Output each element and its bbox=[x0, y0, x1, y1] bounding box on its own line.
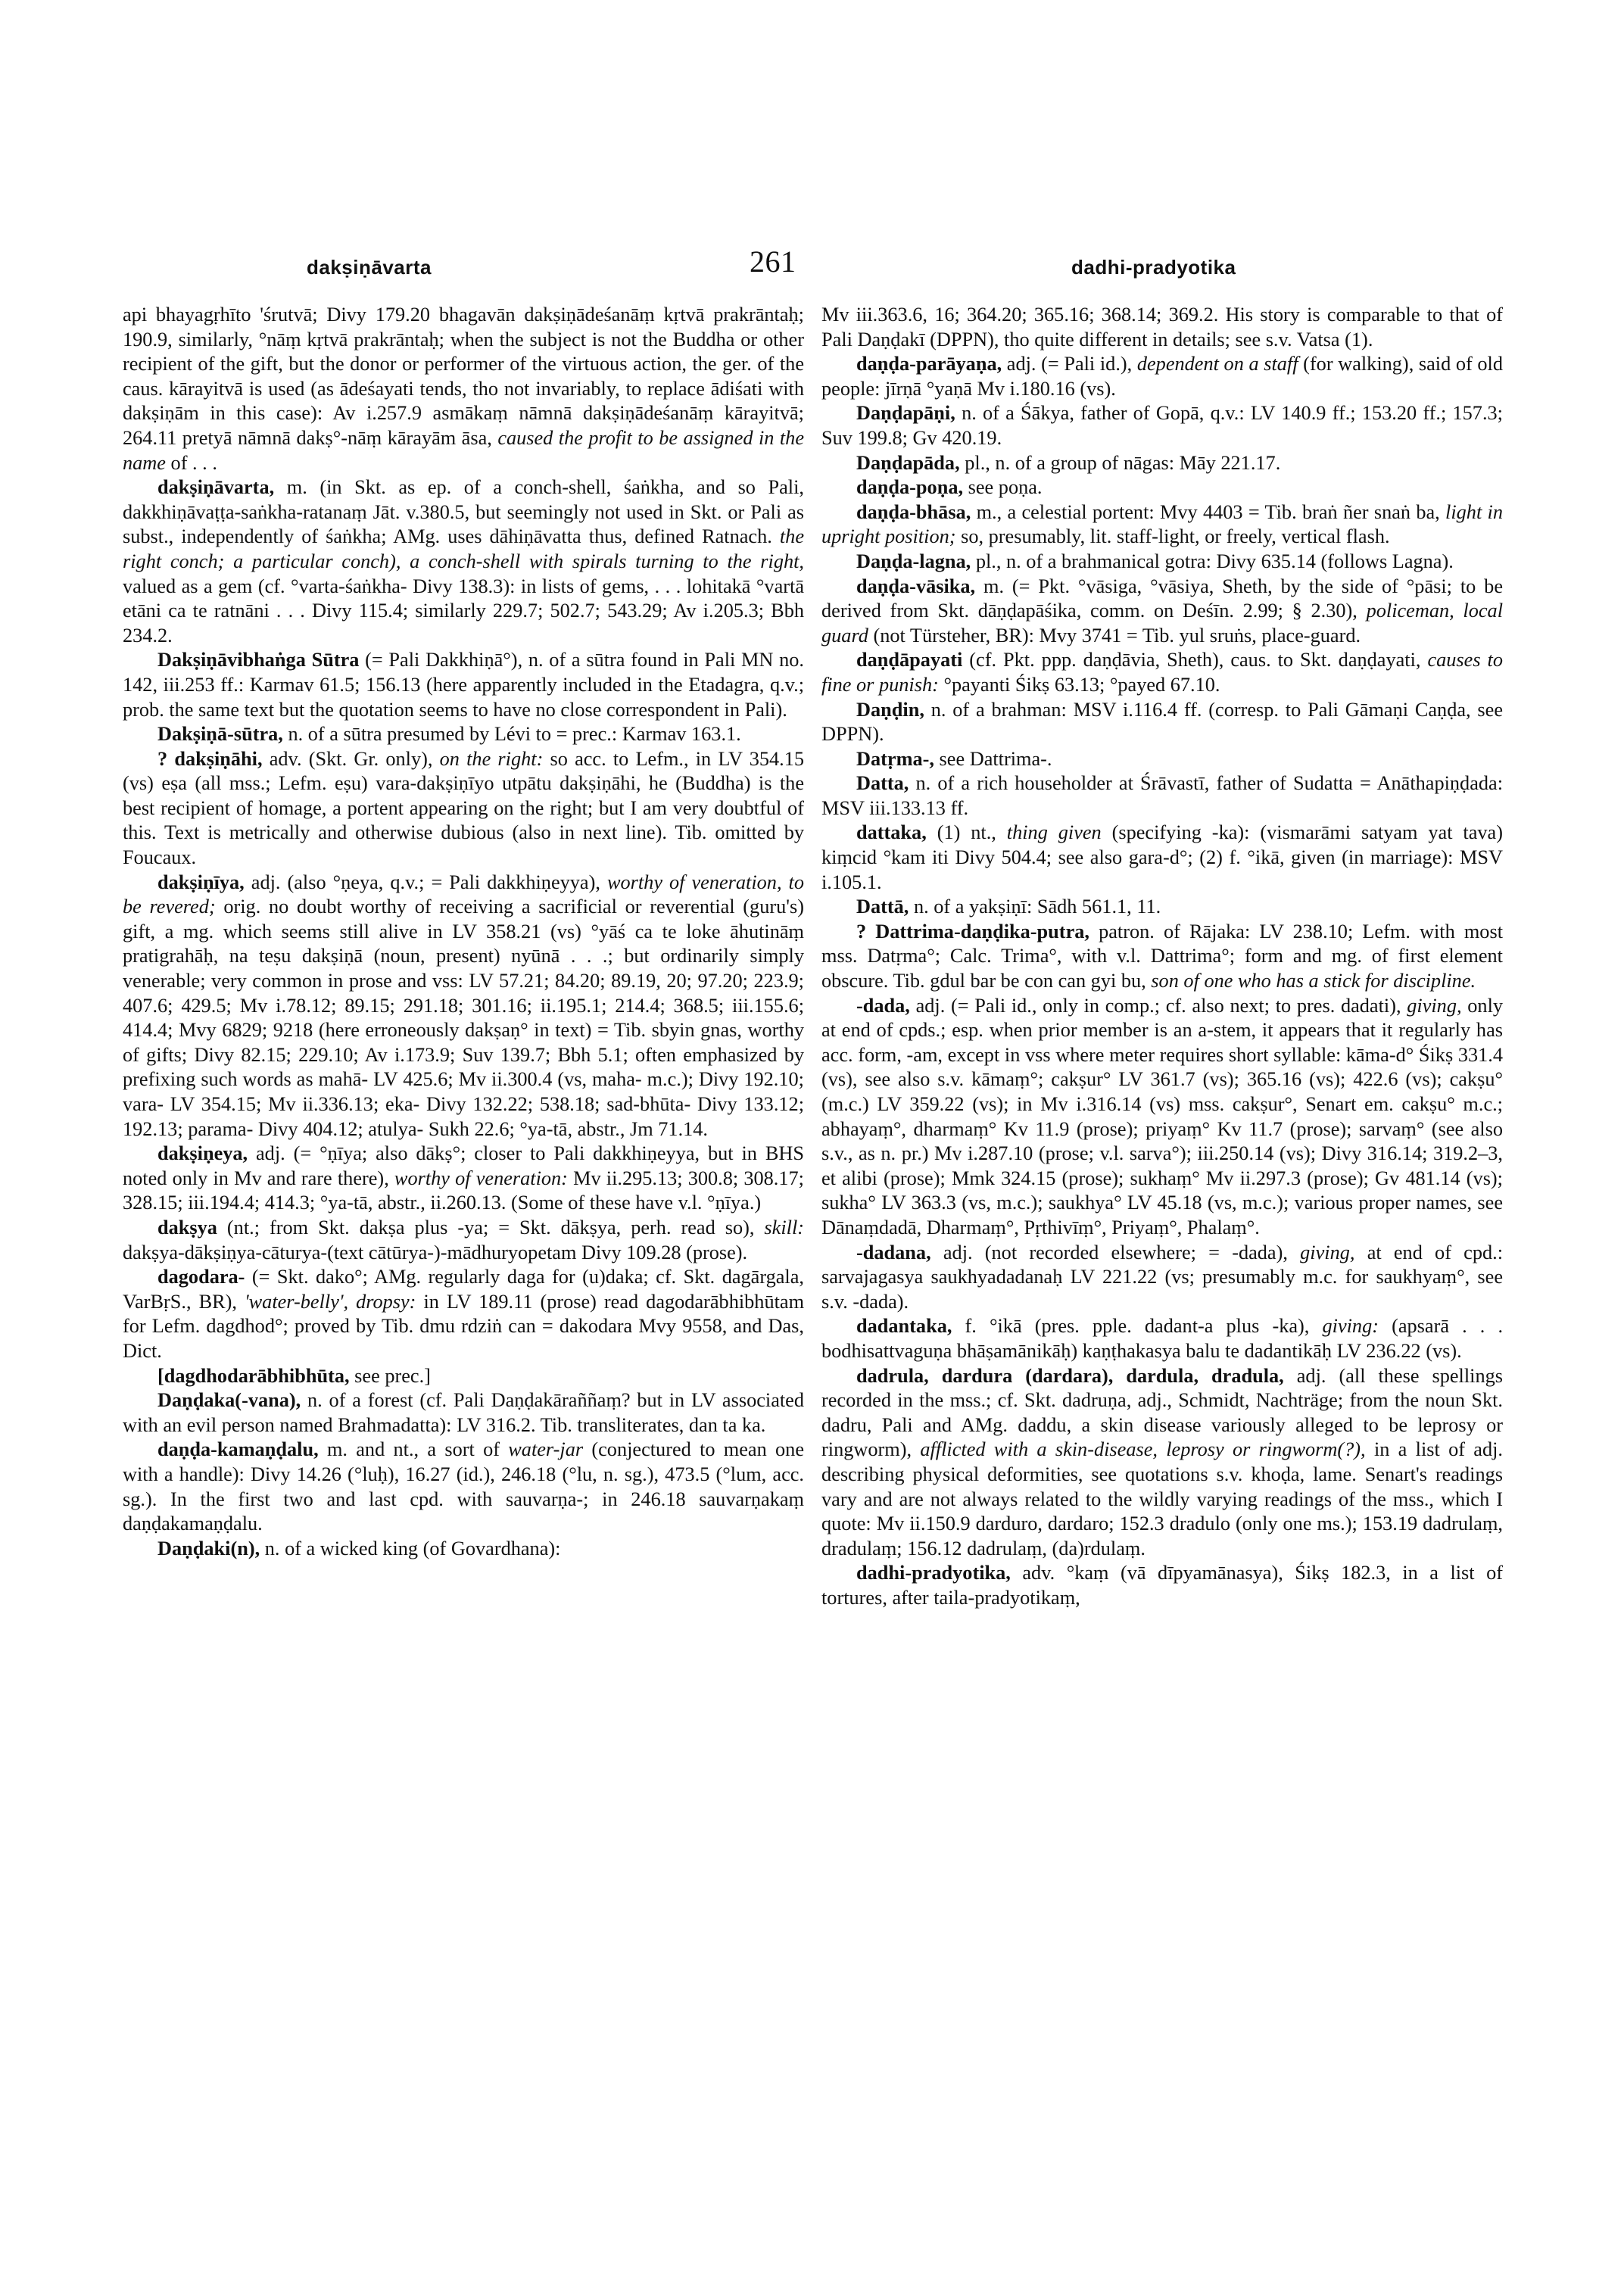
entry-headword: dakṣiṇīya, bbox=[157, 871, 245, 893]
entry-text: n. of a yakṣiṇī: Sādh 561.1, 11. bbox=[913, 896, 1161, 918]
dictionary-entry bbox=[821, 648, 1503, 697]
entry-continuation: in LV 189.11 (prose) read dagodarābhibhūtam for Lefm. dagdhod°; proved by Tib. dmu rdziṅ can = dakodara Mvy 9558, and Das, Dict. bbox=[123, 1290, 804, 1362]
entry-text: adj. (all these spellings recorded in the mss.; cf. Skt. dadruṇa, adj., Schmidt, Nachträge; from the noun Skt. dadru, Pali and AMg. daddu, a skin disease variously alleged to be leprosy or ringworm), bbox=[821, 1364, 1503, 1461]
entry-headword: Dattā, bbox=[856, 896, 909, 918]
entry-continuation: °payanti Śikṣ 63.13; °payed 67.10. bbox=[943, 673, 1220, 696]
entry-headword: Daṇḍaka(-vana), bbox=[157, 1389, 301, 1412]
dictionary-entry bbox=[821, 401, 1503, 450]
entry-text: n. of a wicked king (of Govardhana): bbox=[264, 1537, 561, 1559]
entry-continuation: (apsarā . . . bodhisattvaguṇa bhāṣamānikāḥ) kaṇṭhakasya balu te dadantikāḥ LV 236.22 (vs). bbox=[821, 1315, 1503, 1362]
dictionary-entry bbox=[821, 451, 1503, 476]
entry-gloss: light in upright position; bbox=[821, 500, 1503, 548]
dictionary-entry bbox=[123, 1537, 804, 1562]
entry-gloss: thing given bbox=[1006, 821, 1102, 844]
dictionary-entry bbox=[821, 500, 1503, 550]
dictionary-entry bbox=[821, 747, 1503, 772]
dictionary-entry bbox=[821, 698, 1503, 747]
entry-text: see prec.] bbox=[354, 1364, 431, 1387]
dictionary-entry bbox=[821, 575, 1503, 649]
entry-text: n. of a forest (cf. Pali Daṇḍakāraññaṃ? but in LV associated with an evil person named Brahmadatta): LV 316.2. Tib. transliterates, dan ta ka. bbox=[123, 1389, 804, 1436]
entry-text: adj. (= Pali id., only in comp.; cf. also next; to pres. dadati), bbox=[915, 994, 1401, 1017]
entry-gloss: giving: bbox=[1322, 1315, 1379, 1338]
entry-headword: dadrula, dardura (dardara), dardula, dradula, bbox=[856, 1364, 1284, 1387]
entry-headword: dakṣiṇeya, bbox=[157, 1142, 248, 1165]
entry-text: patron. of Rājaka: LV 238.10; Lefm. with most mss. Datṛma°; Calc. Trima°, with v.l. Dattrima°; form and mg. of first element obscure. Tib. gdul bar be con can gyi bu, bbox=[821, 920, 1503, 992]
dictionary-entry bbox=[123, 1265, 804, 1363]
running-head-left: dakṣiṇāvarta bbox=[307, 256, 432, 279]
left-column bbox=[123, 303, 804, 2241]
dictionary-entry bbox=[123, 1438, 804, 1536]
entry-gloss: caused the profit to be assigned in the name bbox=[123, 426, 804, 474]
entry-text: m. (= Pkt. °vāsiga, °vāsiya, Sheth, by the side of °pāsi; to be derived from Skt. dāṇḍapāśika, comm. on Deśīn. 2.99; § 2.30), bbox=[821, 575, 1503, 622]
entry-text: adv. (Skt. Gr. only), bbox=[269, 747, 433, 770]
entry-text: m. (in Skt. as ep. of a conch-shell, śaṅkha, and so Pali, dakkhiṇāvaṭṭa-saṅkha-ratanaṃ Jāt. v.380.5, but seemingly not used in Skt. or Pali as subst., independently of śaṅkha; AMg. uses dāhiṇāvatta thus, defined Ratnach. bbox=[123, 476, 804, 548]
entry-headword: Dakṣiṇā-sūtra, bbox=[157, 723, 283, 746]
entry-gloss: the right conch; a particular conch), a conch-shell with spirals turning to the right, bbox=[123, 525, 804, 572]
dictionary-entry bbox=[821, 475, 1503, 500]
entry-text: pl., n. of a group of nāgas: Māy 221.17. bbox=[965, 451, 1281, 474]
entry-headword: Daṇḍa-lagna, bbox=[856, 550, 971, 572]
entry-continuation: orig. no doubt worthy of receiving a sacrificial or reverential (guru's) gift, a mg. which seems still alive in LV 358.21 (vs) °yāś ca te loke āhutināṃ pratigrahāḥ, na teṣu dakṣiṇā (noun, present) nyūnā . . .; but ordinarily simply venerable; very common in prose and vss: LV 57.21; 84.20; 89.19, 20; 97.20; 223.9; 407.6; 429.5; Mv i.78.12; 89.15; 291.18; 301.16; ii.195.1; 214.4; 368.5; iii.155.6; 414.4; Mvy 6829; 9218 (here erroneously dakṣaṇ° in text) = Tib. sbyin gnas, worthy of gifts; Divy 82.15; 229.10; Av i.173.9; Suv 139.7; Bbh 5.1; often emphasized by prefixing such words as mahā- LV 425.6; Mv ii.300.4 (vs, maha- m.c.); Divy 192.10; vara- LV 354.15; Mv ii.336.13; eka- Divy 132.22; 538.18; sad-bhūta- Divy 133.12; 192.13; parama- Divy 404.12; atulya- Sukh 22.6; °ya-tā, abstr., Jm 71.14. bbox=[123, 896, 804, 1140]
dictionary-entry bbox=[123, 722, 804, 747]
entry-text: n. of a sūtra presumed by Lévi to = prec.: Karmav 163.1. bbox=[288, 723, 741, 746]
dictionary-entry bbox=[123, 1388, 804, 1438]
entry-headword: daṇḍa-vāsika, bbox=[856, 575, 976, 597]
entry-headword: -dada, bbox=[856, 994, 910, 1017]
entry-gloss: worthy of veneration: bbox=[394, 1167, 568, 1189]
entry-headword: Datṛma-, bbox=[856, 747, 934, 770]
dictionary-entry bbox=[123, 648, 804, 722]
entry-gloss: 'water-belly', dropsy: bbox=[245, 1290, 416, 1313]
entry-continuation: only at end of cpds.; esp. when prior member is an a-stem, it appears that it regularly has acc. form, -am, except in vss where meter requires short syllable: kāma-d° Śikṣ 331.4 (vs), see also s.v. kāmaṃ°; cakṣur° LV 361.7 (vs); 365.16 (vs); 422.6 (vs); cakṣu° (m.c.) LV 359.22 (vs); in Mv i.316.14 (vs) mss. cakṣur°, Senart em. cakṣu° m.c.; abhayaṃ°, dharmaṃ° Kv 11.9 (prose); priyaṃ° Kv 11.7 (prose); sarvaṃ° (see also s.v., as n. pr.) Mv i.287.10 (prose; v.l. sarva°); iii.250.14 (vs); Divy 316.14; 319.2–3, et alibi (prose); Mmk 324.15 (prose); sukhaṃ° Mv ii.297.3 (prose); Gv 481.14 (vs); sukha° LV 363.3 (vs, m.c.); saukhya° LV 45.18 (vs, m.c.); various proper names, see Dānaṃdadā, Dharmaṃ°, Pṛthivīṃ°, Priyaṃ°, Phalaṃ°. bbox=[821, 994, 1503, 1238]
entry-text: (cf. Pkt. ppp. daṇḍāvia, Sheth), caus. to Skt. daṇḍayati, bbox=[969, 649, 1421, 671]
entry-continuation: in a list of adj. describing physical deformities, see quotations s.v. khoḍa, lame. Senart's readings vary and are not always related to the wildly varying readings of the mss., which I quote: Mv ii.150.9 darduro, dardaro; 152.3 dradulo (only one ms.); 153.19 dadrulaṃ, dradulaṃ; 156.12 dadrulaṃ, (da)rdulaṃ. bbox=[821, 1438, 1503, 1559]
entry-text: api bhayagṛhīto 'śrutvā; Divy 179.20 bhagavān dakṣiṇādeśanāṃ kṛtvā prakrāntaḥ; 190.9, similarly, °nāṃ kṛtvā prakrāntaḥ; when the subject is not the Buddha or other recipient of the gift, but the donor or performer of the virtuous action, the ger. of the caus. kārayitvā is used (as ādeśayati tends, tho not invariably, to replace ādiśati with dakṣiṇām in this case): Av i.257.9 asmākaṃ nāmnā dakṣiṇādeśanāṃ kārayitvā; 264.11 pretyā nāmnā dakṣ°-nāṃ kārayām āsa, bbox=[123, 304, 804, 449]
entry-headword: Dakṣiṇāvibhaṅga Sūtra bbox=[157, 649, 360, 671]
entry-text: f. °ikā (pres. pple. dadant-a plus -ka), bbox=[965, 1315, 1310, 1338]
entry-headword: Daṇḍaki(n), bbox=[157, 1537, 260, 1559]
dictionary-entry bbox=[123, 1364, 804, 1389]
dictionary-entry bbox=[821, 771, 1503, 821]
entry-gloss: afflicted with a skin-disease, leprosy or ringworm(?), bbox=[920, 1438, 1366, 1461]
dictionary-entry bbox=[821, 1241, 1503, 1315]
entry-continuation: Mv ii.295.13; 300.8; 308.17; 328.15; iii.194.4; 414.3; °ya-tā, abstr., ii.260.13. (Some of these have v.l. °ṇīya.) bbox=[123, 1167, 804, 1214]
entry-continuation: (for walking), said of old people: jīrṇā °yaṇā Mv i.180.16 (vs). bbox=[821, 353, 1503, 400]
entry-text: adj. (also °ṇeya, q.v.; = Pali dakkhiṇeyya), bbox=[251, 871, 600, 893]
entry-continuation: (not Türsteher, BR): Mvy 3741 = Tib. yul sruṅs, place-guard. bbox=[873, 624, 1361, 646]
entry-continuation: (specifying -ka): (vismarāmi satyam yat tava) kiṃcid °kam iti Divy 504.4; see also gara-d°; (2) f. °ikā, given (in marriage): MSV i.105.1. bbox=[821, 821, 1503, 893]
entry-headword: dattaka, bbox=[856, 821, 927, 844]
entry-text: pl., n. of a brahmanical gotra: Divy 635.14 (follows Lagna). bbox=[975, 550, 1454, 572]
entry-gloss: giving, bbox=[1300, 1241, 1355, 1263]
entry-text: (1) nt., bbox=[937, 821, 996, 844]
entry-text: n. of a Śākya, father of Gopā, q.v.: LV 140.9 ff.; 153.20 ff.; 157.3; Suv 199.8; Gv 420.19. bbox=[821, 402, 1503, 449]
entry-gloss: worthy of veneration, to be revered; bbox=[123, 871, 804, 918]
entry-gloss: water-jar bbox=[508, 1438, 584, 1461]
dictionary-entry bbox=[821, 920, 1503, 994]
entry-headword: ? dakṣiṇāhi, bbox=[157, 747, 263, 770]
dictionary-entry bbox=[123, 1142, 804, 1216]
dictionary-entry bbox=[821, 895, 1503, 920]
entry-headword: dadhi-pradyotika, bbox=[856, 1562, 1011, 1584]
entry-gloss: dependent on a staff bbox=[1136, 353, 1298, 375]
entry-text: m., a celestial portent: Mvy 4403 = Tib. braṅ ñer snaṅ ba, bbox=[976, 500, 1440, 523]
dictionary-entry bbox=[821, 1314, 1503, 1363]
entry-continuation: (conjectured to mean one with a handle): Divy 14.26 (°luḥ), 16.27 (id.), 246.18 (°lu, n. sg.), 473.5 (°lum, acc. sg.). In the first two and last cpd. with sauvarṇa-; in 246.18 sauvarṇakaṃ daṇḍakamaṇḍalu. bbox=[123, 1438, 804, 1535]
dictionary-entry bbox=[123, 871, 804, 1142]
dictionary-entry bbox=[821, 994, 1503, 1241]
entry-headword: Datta, bbox=[856, 772, 909, 795]
entry-text: see Dattrima-. bbox=[939, 747, 1052, 770]
entry-continuation: dakṣya-dākṣiṇya-cāturya-(text cātūrya-)-mādhuryopetam Divy 109.28 (prose). bbox=[123, 1241, 748, 1263]
entry-text: (nt.; from Skt. dakṣa plus -ya; = Skt. dākṣya, perh. read so), bbox=[226, 1216, 755, 1238]
entry-text: adj. (= Pali id.), bbox=[1006, 353, 1133, 375]
entry-continuation: so, presumably, lit. staff-light, or freely, vertical flash. bbox=[961, 525, 1390, 548]
entry-continuation: at end of cpd.: sarvajagasya saukhyadadanaḥ LV 221.22 (vs; presumably m.c. for saukhyaṃ°, see s.v. -dada). bbox=[821, 1241, 1503, 1313]
entry-text: see poṇa. bbox=[968, 476, 1043, 499]
entry-text: m. and nt., a sort of bbox=[326, 1438, 500, 1461]
entry-text: (= Skt. dako°; AMg. regularly daga for (u)daka; cf. Skt. dagārgala, VarBṛS., BR), bbox=[123, 1266, 804, 1313]
entry-gloss: policeman, local guard bbox=[821, 600, 1503, 646]
dictionary-entry bbox=[123, 475, 804, 648]
dictionary-entry bbox=[821, 352, 1503, 401]
entry-headword: dadantaka, bbox=[856, 1315, 952, 1338]
entry-text: adj. (= °ṇīya; also dākṣ°; closer to Pali dakkhiṇeyya, but in BHS noted only in Mv and rare there), bbox=[123, 1142, 804, 1189]
entry-headword: dakṣya bbox=[157, 1216, 217, 1238]
entry-headword: [dagdhodarābhibhūta, bbox=[157, 1364, 350, 1387]
running-head-right: dadhi-pradyotika bbox=[1071, 256, 1236, 279]
entry-text: adv. °kaṃ (vā dīpyamānasya), Śikṣ 182.3, in a list of tortures, after taila-pradyotikaṃ, bbox=[821, 1562, 1503, 1609]
entry-headword: daṇḍa-poṇa, bbox=[856, 476, 964, 499]
entry-text: n. of a brahman: MSV i.116.4 ff. (corresp. to Pali Gāmaṇi Caṇḍa, see DPPN). bbox=[821, 698, 1503, 746]
entry-headword: Daṇḍin, bbox=[856, 698, 924, 721]
entry-headword: daṇḍa-parāyaṇa, bbox=[856, 353, 1002, 375]
entry-text: adj. (not recorded elsewhere; = -dada), bbox=[943, 1241, 1288, 1263]
entry-headword: ? Dattrima-daṇḍika-putra, bbox=[856, 920, 1089, 942]
entry-continuation: valued as a gem (cf. °varta-śaṅkha- Divy 138.3): in lists of gems, . . . lohitakā °vartā etāni ca te ratnāni . . . Divy 115.4; similarly 229.7; 502.7; 543.29; Av i.205.3; Bbh 234.2. bbox=[123, 575, 804, 646]
entry-gloss: skill: bbox=[764, 1216, 804, 1238]
entry-continuation: so acc. to Lefm., in LV 354.15 (vs) eṣa (all mss.; Lefm. eṣu) vara-dakṣiṇīyo utpātu dakṣiṇāhi, he (Buddha) is the best recipient of homage, a portent appearing on the right; but I am very doubtful of this. Text is metrically and otherwise dubious (also in next line). Tib. omitted by Foucaux. bbox=[123, 747, 804, 869]
entry-gloss: on the right: bbox=[439, 747, 544, 770]
dictionary-entry bbox=[821, 1561, 1503, 1610]
entry-headword: dagodara- bbox=[157, 1266, 245, 1288]
entry-text: n. of a rich householder at Śrāvastī, father of Sudatta = Anāthapiṇḍada: MSV iii.133.13 ff. bbox=[821, 772, 1503, 819]
entry-text: Mv iii.363.6, 16; 364.20; 365.16; 368.14; 369.2. His story is comparable to that of Pali Daṇḍakī (DPPN), tho quite different in details; see s.v. Vatsa (1). bbox=[821, 304, 1503, 350]
entry-gloss: son of one who has a stick for discipline. bbox=[1151, 970, 1476, 992]
page-number: 261 bbox=[750, 245, 796, 279]
right-column bbox=[821, 303, 1503, 2241]
dictionary-entry bbox=[821, 303, 1503, 352]
dictionary-entry bbox=[821, 550, 1503, 575]
dictionary-entry bbox=[821, 1364, 1503, 1562]
dictionary-entry bbox=[123, 747, 804, 871]
entry-gloss: giving, bbox=[1407, 994, 1462, 1017]
entry-headword: Daṇḍapāda, bbox=[856, 451, 960, 474]
entry-headword: Daṇḍapāṇi, bbox=[856, 402, 955, 425]
entry-gloss: causes to fine or punish: bbox=[821, 649, 1503, 696]
dictionary-entry bbox=[123, 1216, 804, 1265]
entry-continuation: of . . . bbox=[170, 451, 217, 474]
entry-text: (= Pali Dakkhiṇā°), n. of a sūtra found in Pali MN no. 142, iii.253 ff.: Karmav 61.5; 156.13 (here apparently included in the Etadagra, q.v.; prob. the same text but the quotation seems to have no close correspondent in Pali). bbox=[123, 649, 804, 721]
entry-headword: daṇḍāpayati bbox=[856, 649, 963, 671]
dictionary-entry bbox=[821, 821, 1503, 895]
entry-headword: -dadana, bbox=[856, 1241, 931, 1263]
entry-headword: daṇḍa-bhāsa, bbox=[856, 500, 971, 523]
entry-headword: daṇḍa-kamaṇḍalu, bbox=[157, 1438, 319, 1461]
dictionary-entry bbox=[123, 303, 804, 475]
entry-headword: dakṣiṇāvarta, bbox=[157, 476, 275, 499]
